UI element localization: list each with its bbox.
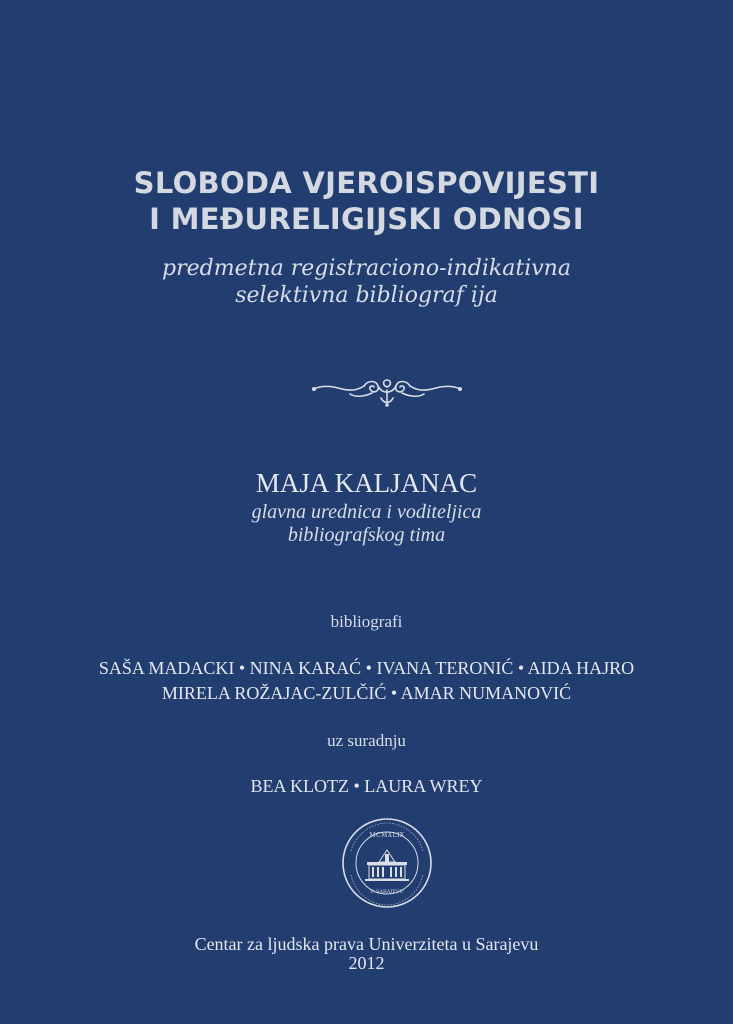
author-name: MAJA KALJANAC [255, 468, 478, 498]
collaborators: BEA KLOTZ • LAURA WREY [250, 776, 483, 796]
collaboration-label: uz suradnju [327, 731, 406, 750]
publication-year: 2012 [348, 953, 385, 973]
subtitle-line-1: predmetna registraciono-indikativna [162, 256, 571, 281]
svg-text:U SARAJEVU: U SARAJEVU [370, 889, 404, 895]
svg-text:MCMXLIX: MCMXLIX [369, 832, 405, 839]
title-line-2: I MEĐURELIGIJSKI ODNOSI [149, 202, 584, 236]
author-role-line-2: bibliografskog tima [287, 524, 446, 546]
bibliographers-label: bibliografi [330, 612, 403, 631]
title-line-1: SLOBODA VJEROISPOVIJESTI [133, 166, 600, 200]
bibliographers-line-1: SAŠA MADACKI • NINA KARAĆ • IVANA TERONIĆ • AIDA HAJRO [98, 658, 635, 678]
author-role-line-1: glavna urednica i voditeljica [251, 501, 482, 523]
publisher-name: Centar za ljudska prava Univerziteta u Sarajevu [194, 934, 539, 954]
university-seal-icon [341, 817, 433, 909]
bibliographers-line-2: MIRELA ROŽAJAC-ZULČIĆ • AMAR NUMANOVIĆ [161, 683, 572, 703]
scroll-flourish-icon [310, 376, 464, 412]
subtitle-line-2: selektivna bibliograf ija [235, 283, 498, 308]
